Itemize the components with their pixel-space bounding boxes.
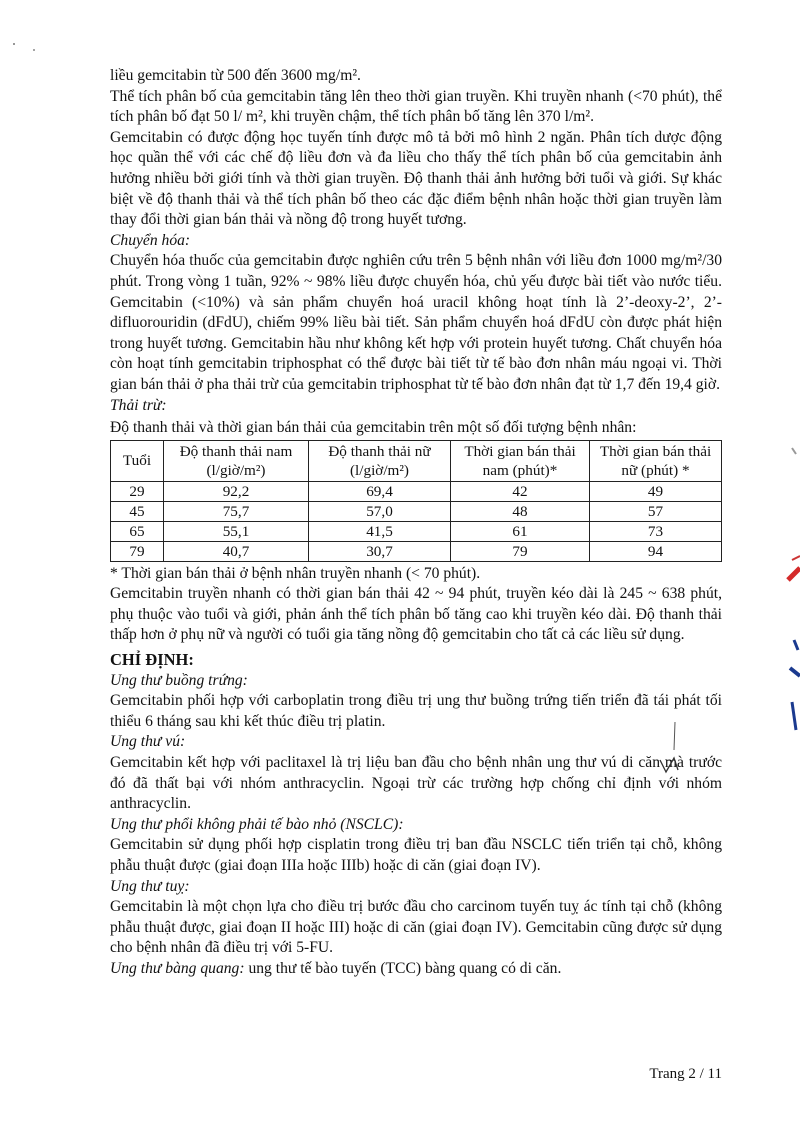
table-cell: 48 bbox=[451, 501, 590, 521]
header-line: Thời gian bán thải bbox=[599, 442, 712, 460]
table-cell: 45 bbox=[111, 501, 164, 521]
header-line: nữ (phút) * bbox=[621, 461, 690, 479]
scan-speck-mark bbox=[0, 30, 50, 60]
indication-text: ung thư tế bào tuyến (TCC) bàng quang có di căn. bbox=[244, 959, 562, 977]
indication-title: Ung thư buồng trứng: bbox=[110, 671, 248, 689]
table-cell: 73 bbox=[590, 521, 722, 541]
table-cell: 92,2 bbox=[164, 481, 309, 501]
header-line: (l/giờ/m²) bbox=[206, 461, 266, 479]
table-caption: Độ thanh thải và thời gian bán thải của gemcitabin trên một số đối tượng bệnh nhân: bbox=[110, 419, 637, 437]
header-male-halflife bbox=[451, 440, 590, 481]
elimination-paragraph: Gemcitabin truyền nhanh có thời gian bán thải 42 ~ 94 phút, truyền kéo dài là 245 ~ 638 phút, phụ thuộc vào tuổi và giới, phản ánh thể tích phân bố tăng cao khi truyền kéo dài. Độ thanh thải thấp hơn ở phụ nữ và người có tuổi gia tăng nồng độ gemcitabin cho tất cả các liều sử dụng. bbox=[110, 585, 722, 644]
table-row bbox=[111, 501, 722, 521]
indication-text: Gemcitabin là một chọn lựa cho điều trị bước đầu cho carcinom tuyến tuỵ ác tính tại chỗ (không phẫu thuật được, giai đoạn II hoặc III) hoặc di căn (giai đoạn IV). Gemcitabin cũng được sử dụng cho bệnh nhân đã điều trị với 5-FU. bbox=[110, 898, 722, 957]
pharmacokinetics-paragraph: Gemcitabin có được động học tuyến tính được mô tả bởi mô hình 2 ngăn. Phân tích dược động học quần thể với các chế độ liều đơn và đa liều cho thấy thể tích phân bố của gemcitabin ảnh hưởng nhiều bởi giới tính và thời gian truyền. Độ thanh thải ảnh hưởng bởi tuổi và giới. Sự khác biệt về độ thanh thải và thể tích phân bố theo các đặc điểm bệnh nhân hoặc thời gian truyền làm thay đổi thời gian bán thải và nồng độ trong huyết tương. bbox=[110, 128, 722, 229]
indication-text: Gemcitabin kết hợp với paclitaxel là trị liệu ban đầu cho bệnh nhân ung thư vú di căn mà trước đó đã thất bại với nhóm anthracyclin. Ngoại trừ các trường hợp chống chỉ định với nhóm anthracyclin. bbox=[110, 754, 722, 813]
table-cell: 55,1 bbox=[164, 521, 309, 541]
table-header-row bbox=[111, 440, 722, 481]
table-cell: 49 bbox=[590, 481, 722, 501]
table-cell: 42 bbox=[451, 481, 590, 501]
header-male-clearance bbox=[164, 440, 309, 481]
clearance-table bbox=[110, 440, 722, 562]
indication-text: Gemcitabin sử dụng phối hợp cisplatin trong điều trị ban đầu NSCLC tiến triển tại chỗ, không phẫu thuật được (giai đoạn IIIa hoặc IIIb) hoặc di căn (giai đoạn IV). bbox=[110, 836, 722, 874]
metabolism-paragraph: Chuyển hóa thuốc của gemcitabin được nghiên cứu trên 5 bệnh nhân với liều đơn 1000 mg/m²/30 phút. Trong vòng 1 tuần, 92% ~ 98% liều được chuyển hóa, chủ yếu được bài tiết vào nước tiểu. Gemcitabin (<10%) và sản phẩm chuyển hoá uracil không hoạt tính là 2’-deoxy-2’, 2’-difluorouridin (dFdU), chiếm 99% liều bài tiết. Sản phẩm chuyển hoá dFdU còn được phát hiện trong huyết tương. Gemcitabin hầu như không kết hợp với protein huyết tương. Chất chuyển hóa còn hoạt tính gemcitabin triphosphat có thể được bài tiết từ tế bào đơn nhân máu ngoại vi. Thời gian bán thải ở pha thải trừ của gemcitabin triphosphat từ tế bào đơn nhân đạt từ 1,7 đến 19,4 giờ. bbox=[110, 252, 722, 393]
table-note: * Thời gian bán thải ở bệnh nhân truyền nhanh (< 70 phút). bbox=[110, 564, 481, 582]
header-line: Độ thanh thải nữ bbox=[328, 442, 431, 460]
indication-title: Ung thư tuỵ: bbox=[110, 877, 190, 895]
table-row bbox=[111, 541, 722, 561]
header-line: nam (phút)* bbox=[482, 461, 558, 479]
table-cell: 57,0 bbox=[309, 501, 451, 521]
table-row bbox=[111, 481, 722, 501]
stamp-edge-mark bbox=[770, 440, 800, 760]
header-line: Độ thanh thải nam bbox=[179, 442, 293, 460]
table-cell: 40,7 bbox=[164, 541, 309, 561]
dose-line: liều gemcitabin từ 500 đến 3600 mg/m². bbox=[110, 67, 361, 84]
table-cell: 29 bbox=[111, 481, 164, 501]
table-cell: 61 bbox=[451, 521, 590, 541]
header-line: Thời gian bán thải bbox=[464, 442, 576, 460]
indication-title: Ung thư vú: bbox=[110, 733, 186, 751]
table-cell: 75,7 bbox=[164, 501, 309, 521]
elimination-heading: Thải trừ: bbox=[110, 396, 167, 414]
table-cell: 79 bbox=[451, 541, 590, 561]
table-cell: 79 bbox=[111, 541, 164, 561]
indication-text: Gemcitabin phối hợp với carboplatin trong điều trị ung thư buồng trứng tiến triển đã tái phát tối thiểu 6 tháng sau khi kết thúc điều trị platin. bbox=[110, 692, 722, 730]
table-cell: 65 bbox=[111, 521, 164, 541]
table-row bbox=[111, 521, 722, 541]
page-number: Trang 2 / 11 bbox=[649, 1066, 722, 1082]
table-cell: 41,5 bbox=[309, 521, 451, 541]
indication-title: Ung thư phổi không phải tế bào nhỏ (NSCLC): bbox=[110, 815, 404, 833]
table-cell: 69,4 bbox=[309, 481, 451, 501]
header-female-halflife bbox=[590, 440, 722, 481]
bladder-indication bbox=[110, 959, 722, 980]
indications-heading: CHỈ ĐỊNH: bbox=[110, 650, 194, 670]
header-line: (l/giờ/m²) bbox=[350, 461, 409, 479]
document-body bbox=[110, 66, 722, 980]
indication-title: Ung thư bàng quang: bbox=[110, 959, 245, 977]
header-female-clearance bbox=[309, 440, 451, 481]
table-cell: 94 bbox=[590, 541, 722, 561]
metabolism-heading: Chuyển hóa: bbox=[110, 231, 191, 249]
handwritten-tick-mark bbox=[630, 720, 690, 780]
table-cell: 57 bbox=[590, 501, 722, 521]
header-age-label: Tuổi bbox=[122, 452, 152, 470]
header-age bbox=[111, 440, 164, 481]
table-cell: 30,7 bbox=[309, 541, 451, 561]
volume-paragraph: Thể tích phân bố của gemcitabin tăng lên theo thời gian truyền. Khi truyền nhanh (<70 phút), thể tích phân bố đạt 50 l/ m², khi truyền chậm, thể tích phân bố tăng lên 370 l/m². bbox=[110, 87, 722, 126]
